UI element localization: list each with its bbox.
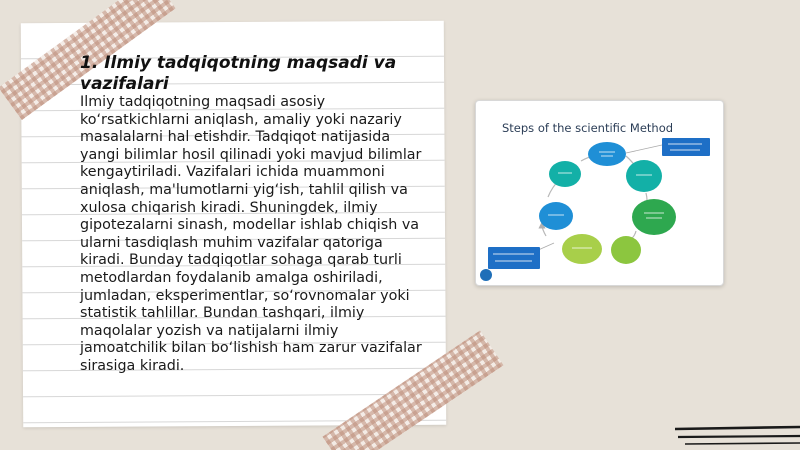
diagram-title: Steps of the scientific Method (502, 121, 674, 135)
scientific-method-diagram (475, 100, 724, 286)
step-circle-5 (562, 234, 602, 264)
decorative-lines (675, 423, 800, 450)
step-circle-6 (539, 202, 573, 230)
callout-line-top (626, 145, 662, 153)
step-circle-4 (611, 236, 641, 264)
slide-title: 1. Ilmiy tadqiqotning maqsadi va vazifalari (80, 53, 397, 94)
step-circle-7 (549, 161, 581, 187)
small-logo-circle (480, 269, 492, 281)
slide-body-text: Ilmiy tadqiqotning maqsadi asosiy ko‘rsatkichlarni aniqlash, amaliy yoki nazariy masalalarni hal etishdir. Tadqiqot natijasida yangi bilimlar hosil qilinadi yoki mavjud bilimlar kengaytiriladi. Vazifalari ichida muammoni aniqlash, ma'lumotlarni yig‘ish, tahlil qilish va xulosa chiqarish kiradi. Shuningdek, ilmiy gipotezalarni sinash, modellar ishlab chiqish va ularni tasdiqlash muhim vazifalar qatoriga kiradi. Bunday tadqiqotlar sohaga qarab turli metodlardan foydalanib amalga oshiriladi, jumladan, eksperimentlar, so‘rovnomalar yoki statistik tahlillar. Bundan tashqari, ilmiy maqolalar yozish va natijalarni ilmiy jamoatchilik bilan bo‘lishish ham zarur vazifalar sirasiga kiradi. (80, 94, 422, 374)
callout-box-bottom (488, 247, 540, 269)
step-circle-3 (632, 199, 676, 235)
callout-box-top (662, 138, 710, 156)
step-circle-2 (626, 160, 662, 192)
step-circle-1 (588, 142, 626, 166)
cycle-diagram (476, 101, 724, 286)
